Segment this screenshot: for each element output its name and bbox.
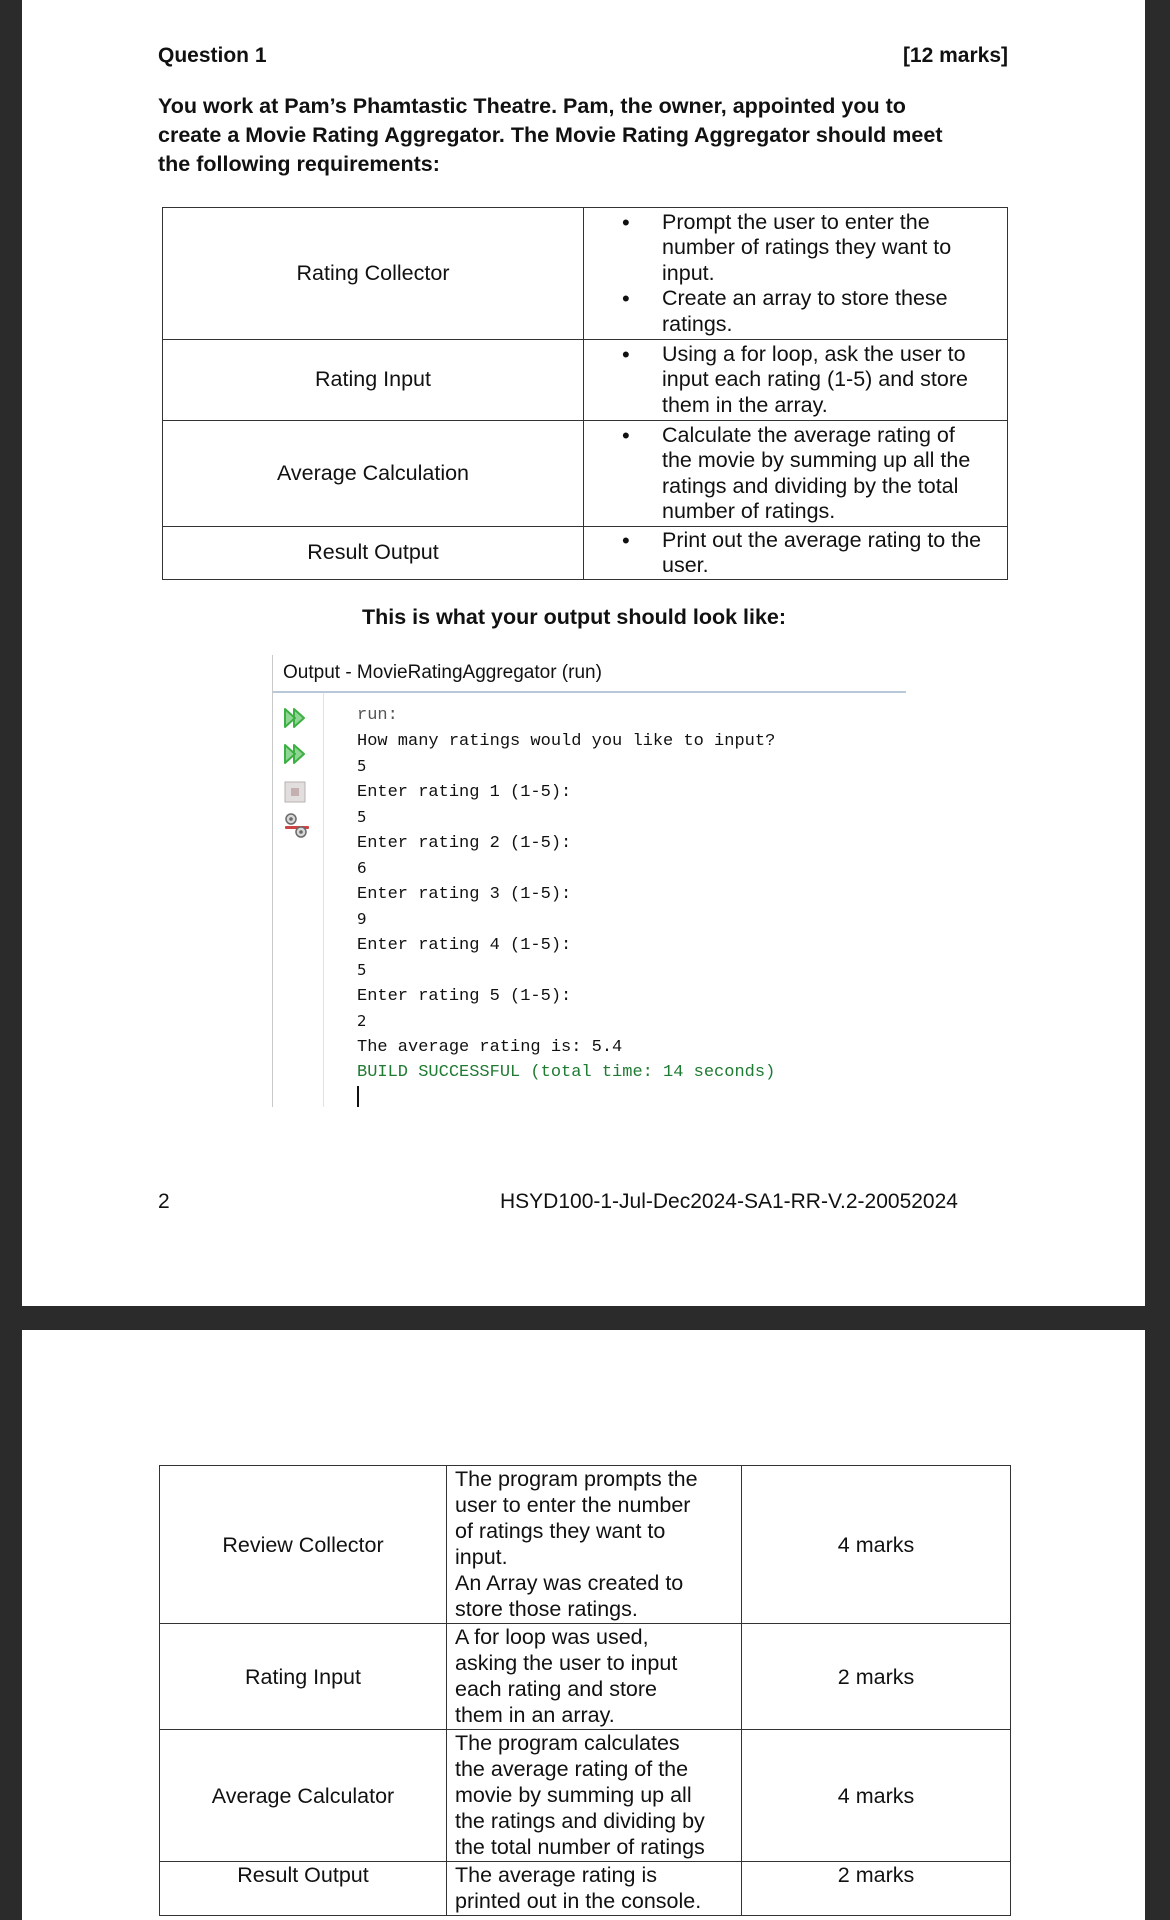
requirements-row [163, 208, 1008, 340]
page-number: 2 [158, 1190, 170, 1213]
intro-line: create a Movie Rating Aggregator. The Movie Rating Aggregator should meet [158, 123, 943, 147]
rubric-label: Rating Input [160, 1624, 447, 1730]
rubric-row [160, 1466, 1011, 1624]
requirement-description [584, 208, 1008, 340]
requirement-label: Rating Collector [163, 208, 584, 340]
console-gutter [273, 693, 324, 1107]
console-line: The average rating is: 5.4 [357, 1037, 623, 1057]
rubric-description: The program prompts the user to enter the number of ratings they want to input. An Array was created to store those ratings. [447, 1466, 742, 1624]
requirements-row [163, 421, 1008, 527]
console-line: Enter rating 2 (1-5): [357, 833, 572, 853]
console-title: Output - MovieRatingAggregator (run) [273, 655, 906, 693]
console-line: Enter rating 5 (1-5): [357, 986, 572, 1006]
rubric-marks: 2 marks [742, 1862, 1011, 1916]
text-cursor [357, 1086, 359, 1107]
requirements-row [163, 527, 1008, 580]
rubric-label: Result Output [160, 1862, 447, 1916]
requirement-label: Rating Input [163, 340, 584, 421]
requirement-bullet: • Create an array to store these ratings. [622, 286, 1001, 337]
requirement-description [584, 421, 1008, 527]
intro-line: You work at Pam’s Phamtastic Theatre. Pam, the owner, appointed you to [158, 94, 906, 118]
console-line: How many ratings would you like to input? [357, 731, 776, 751]
document-page-1 [22, 0, 1145, 1306]
requirement-bullet: • Calculate the average rating of the movie by summing up all the ratings and dividing by the total number of ratings. [622, 423, 1001, 525]
console-output-lines [357, 703, 775, 1086]
requirement-bullet: • Using a for loop, ask the user to input each rating (1-5) and store them in the array. [622, 342, 1001, 419]
rubric-row [160, 1730, 1011, 1862]
console-line: run: [357, 706, 398, 725]
question-intro [158, 92, 1018, 179]
rubric-marks: 2 marks [742, 1624, 1011, 1730]
console-user-input: 5 [357, 808, 367, 826]
console-user-input: 5 [357, 961, 367, 979]
requirement-label: Result Output [163, 527, 584, 580]
settings-icon[interactable] [283, 811, 311, 839]
document-code: HSYD100-1-Jul-Dec2024-SA1-RR-V.2-20052024 [500, 1190, 958, 1213]
question-marks: [12 marks] [902, 44, 1008, 67]
console-line: BUILD SUCCESSFUL (total time: 14 seconds) [357, 1063, 776, 1082]
intro-line: the following requirements: [158, 152, 440, 176]
console-user-input: 9 [357, 910, 367, 928]
requirement-description [584, 340, 1008, 421]
console-user-input: 2 [357, 1012, 367, 1030]
output-console [272, 655, 906, 1107]
console-line: Enter rating 4 (1-5): [357, 935, 572, 955]
rubric-label: Average Calculator [160, 1730, 447, 1862]
rerun-with-options-icon[interactable] [283, 743, 309, 765]
rubric-table [159, 1465, 1011, 1916]
console-user-input: 6 [357, 859, 367, 877]
output-heading: This is what your output should look like: [362, 605, 787, 629]
requirement-bullet: • Print out the average rating to the user. [622, 528, 1001, 579]
requirement-label: Average Calculation [163, 421, 584, 527]
requirement-bullet: • Prompt the user to enter the number of ratings they want to input. [622, 210, 1001, 287]
rubric-description: A for loop was used, asking the user to input each rating and store them in an array. [447, 1624, 742, 1730]
rubric-description: The program calculates the average rating of the movie by summing up all the ratings and dividing by the total number of ratings [447, 1730, 742, 1862]
question-header [158, 44, 1008, 68]
rubric-description: The average rating is printed out in the console. [447, 1862, 742, 1916]
rubric-marks: 4 marks [742, 1730, 1011, 1862]
rubric-marks: 4 marks [742, 1466, 1011, 1624]
requirements-table [162, 207, 1008, 580]
requirements-row [163, 340, 1008, 421]
question-title: Question 1 [158, 44, 267, 67]
requirement-description [584, 527, 1008, 580]
console-line: Enter rating 3 (1-5): [357, 884, 572, 904]
document-page-2 [22, 1330, 1145, 1920]
rubric-label: Review Collector [160, 1466, 447, 1624]
rerun-icon[interactable] [283, 707, 309, 729]
stop-icon[interactable] [283, 781, 307, 803]
console-line: Enter rating 1 (1-5): [357, 782, 572, 802]
rubric-row [160, 1862, 1011, 1916]
rubric-row [160, 1624, 1011, 1730]
console-user-input: 5 [357, 757, 367, 775]
